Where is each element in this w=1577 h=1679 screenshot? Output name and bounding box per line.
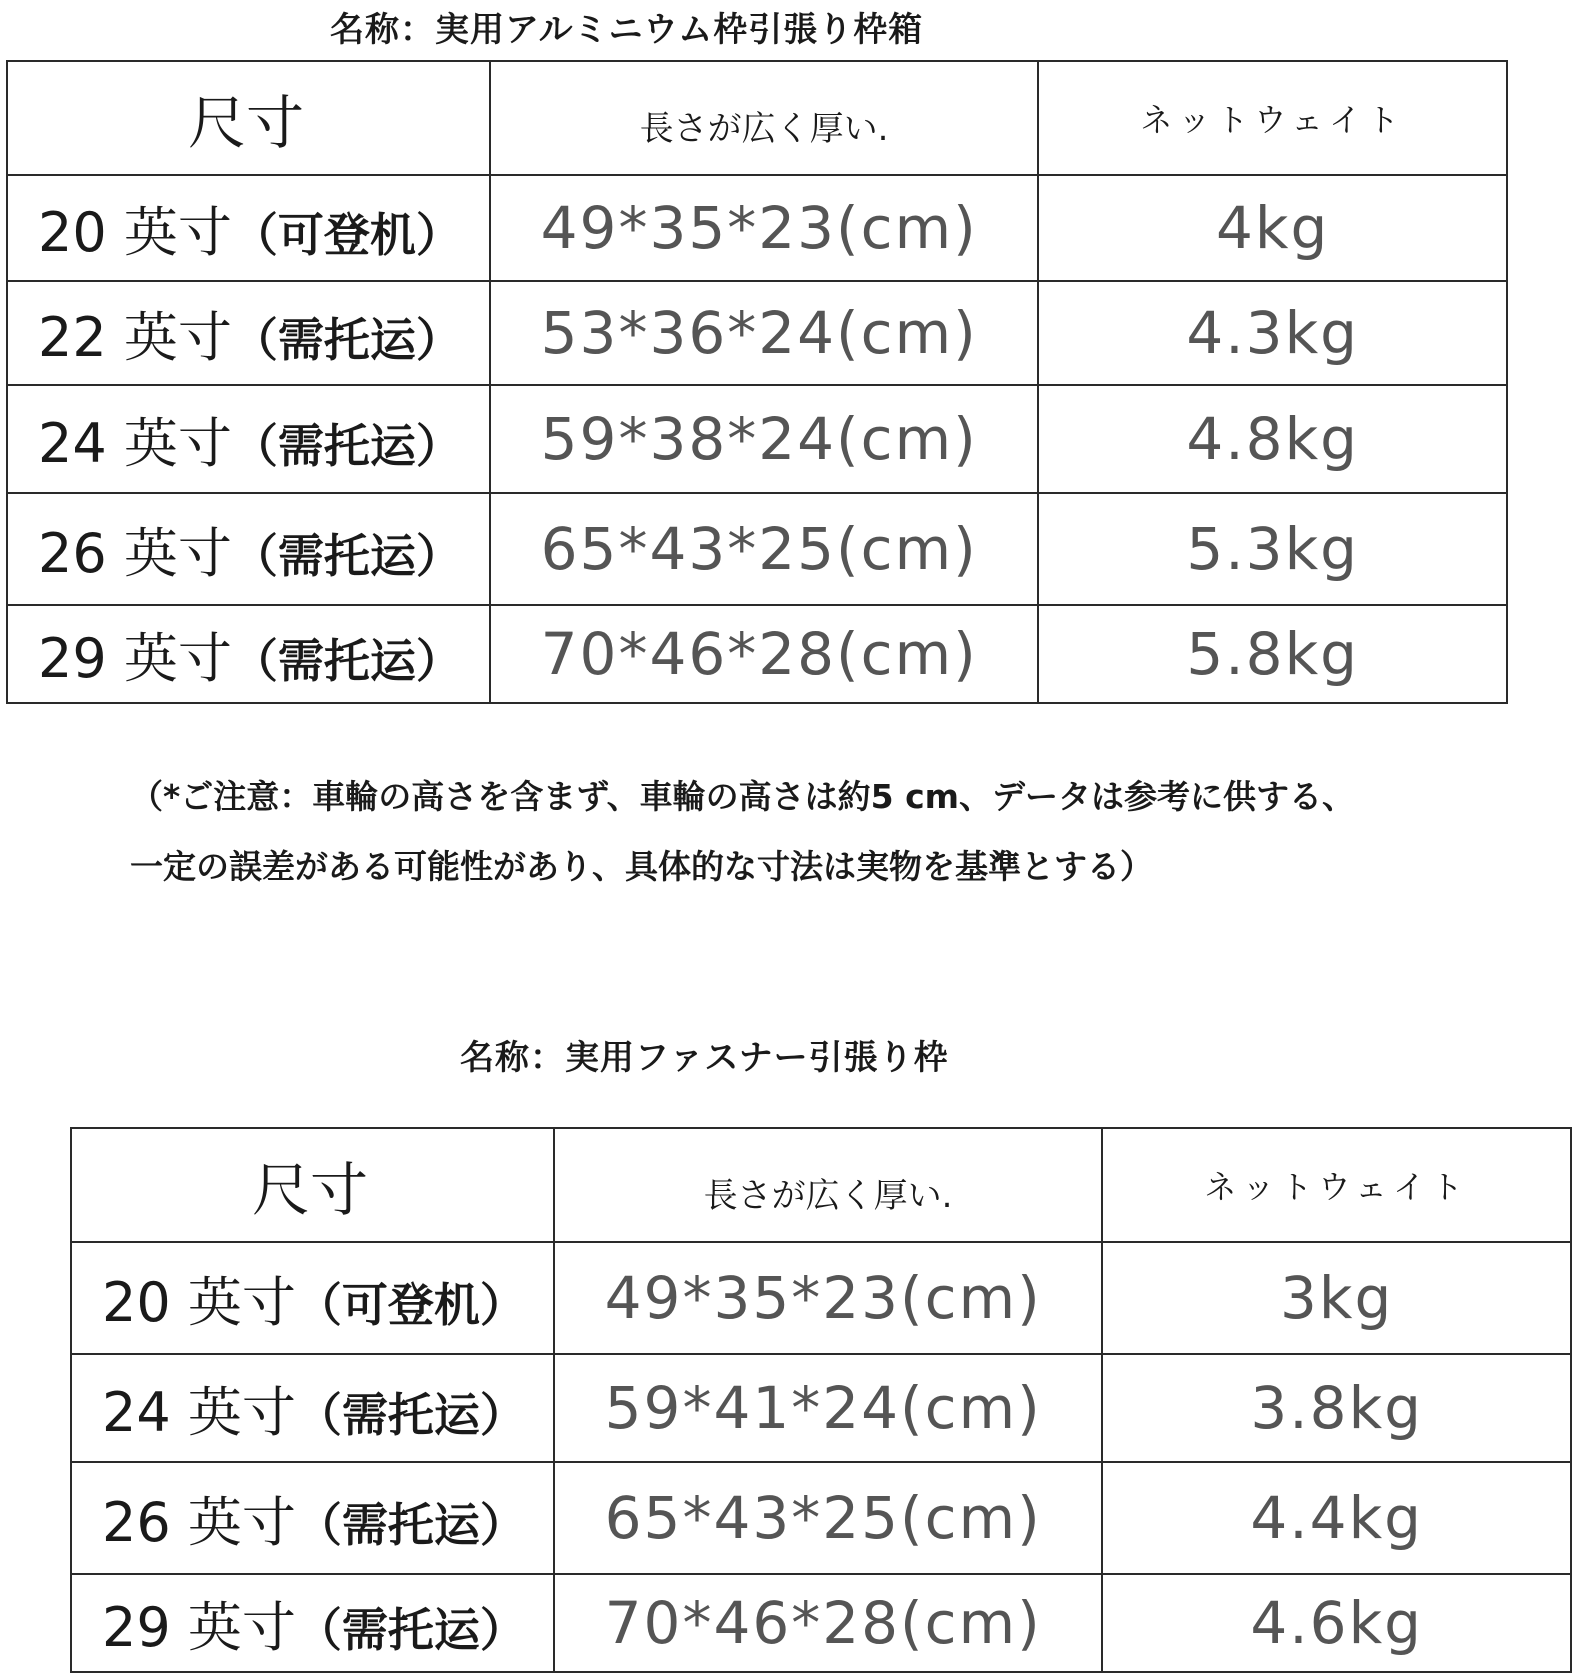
size-label: 20 英寸 <box>38 200 232 264</box>
weight-cell: 4.6kg <box>1102 1574 1571 1672</box>
table-row <box>7 175 1507 281</box>
size-label: 24 英寸 <box>102 1380 296 1444</box>
boarding-note: （需托运） <box>295 1387 526 1442</box>
footnote-line-1: （*ご注意：車輪の高さを含まず、車輪の高さは約5 cm、データは参考に供する、 <box>130 777 1356 816</box>
size-label: 26 英寸 <box>38 521 232 585</box>
dimensions-cell: 49*35*23(cm) <box>490 175 1039 281</box>
weight-cell: 5.8kg <box>1038 605 1507 703</box>
dimensions-cell: 65*43*25(cm) <box>490 493 1039 605</box>
size-label: 29 英寸 <box>38 626 232 690</box>
weight-cell: 4kg <box>1038 175 1507 281</box>
boarding-note: （可登机） <box>295 1277 526 1332</box>
spec-table-aluminum <box>6 60 1508 704</box>
table-row <box>71 1462 1571 1574</box>
dimensions-cell: 70*46*28(cm) <box>554 1574 1103 1672</box>
size-label: 20 英寸 <box>102 1270 296 1334</box>
footnote-line-2: 一定の誤差がある可能性があり、具体的な寸法は実物を基準とする） <box>130 847 1153 886</box>
table-row <box>71 1354 1571 1462</box>
size-cell <box>7 605 490 703</box>
size-cell <box>7 385 490 493</box>
size-cell <box>71 1354 554 1462</box>
spec-table-zipper <box>70 1127 1572 1673</box>
boarding-note: （需托运） <box>231 312 462 367</box>
dimensions-cell: 59*38*24(cm) <box>490 385 1039 493</box>
dimensions-cell: 59*41*24(cm) <box>554 1354 1103 1462</box>
size-cell <box>7 175 490 281</box>
table-row <box>7 385 1507 493</box>
table-row <box>7 493 1507 605</box>
weight-cell: 4.8kg <box>1038 385 1507 493</box>
size-cell <box>71 1242 554 1354</box>
weight-cell: 5.3kg <box>1038 493 1507 605</box>
header-size: 尺寸 <box>71 1128 554 1242</box>
table-row <box>7 281 1507 385</box>
boarding-note: （需托运） <box>295 1497 526 1552</box>
header-dimensions: 長さが広く厚い. <box>490 61 1039 175</box>
boarding-note: （需托运） <box>231 528 462 583</box>
dimensions-cell: 65*43*25(cm) <box>554 1462 1103 1574</box>
size-cell <box>7 493 490 605</box>
header-weight: ネットウェイト <box>1038 61 1507 175</box>
footnote <box>130 762 1570 902</box>
size-label: 22 英寸 <box>38 305 232 369</box>
table-row <box>71 1242 1571 1354</box>
weight-cell: 4.4kg <box>1102 1462 1571 1574</box>
weight-cell: 4.3kg <box>1038 281 1507 385</box>
size-cell <box>71 1462 554 1574</box>
boarding-note: （需托运） <box>231 418 462 473</box>
size-label: 26 英寸 <box>102 1490 296 1554</box>
dimensions-cell: 49*35*23(cm) <box>554 1242 1103 1354</box>
table-row <box>7 605 1507 703</box>
boarding-note: （需托运） <box>231 633 462 688</box>
table-header-row <box>71 1128 1571 1242</box>
size-cell <box>71 1574 554 1672</box>
boarding-note: （可登机） <box>231 207 462 262</box>
weight-cell: 3kg <box>1102 1242 1571 1354</box>
boarding-note: （需托运） <box>295 1602 526 1657</box>
dimensions-cell: 53*36*24(cm) <box>490 281 1039 385</box>
table-header-row <box>7 61 1507 175</box>
weight-cell: 3.8kg <box>1102 1354 1571 1462</box>
size-cell <box>7 281 490 385</box>
table2-title: 名称：実用ファスナー引張り枠 <box>460 1038 949 1078</box>
header-dimensions: 長さが広く厚い. <box>554 1128 1103 1242</box>
size-label: 29 英寸 <box>102 1595 296 1659</box>
size-label: 24 英寸 <box>38 411 232 475</box>
table-row <box>71 1574 1571 1672</box>
table1-title: 名称：実用アルミニウム枠引張り枠箱 <box>330 10 924 50</box>
dimensions-cell: 70*46*28(cm) <box>490 605 1039 703</box>
header-size: 尺寸 <box>7 61 490 175</box>
header-weight: ネットウェイト <box>1102 1128 1571 1242</box>
